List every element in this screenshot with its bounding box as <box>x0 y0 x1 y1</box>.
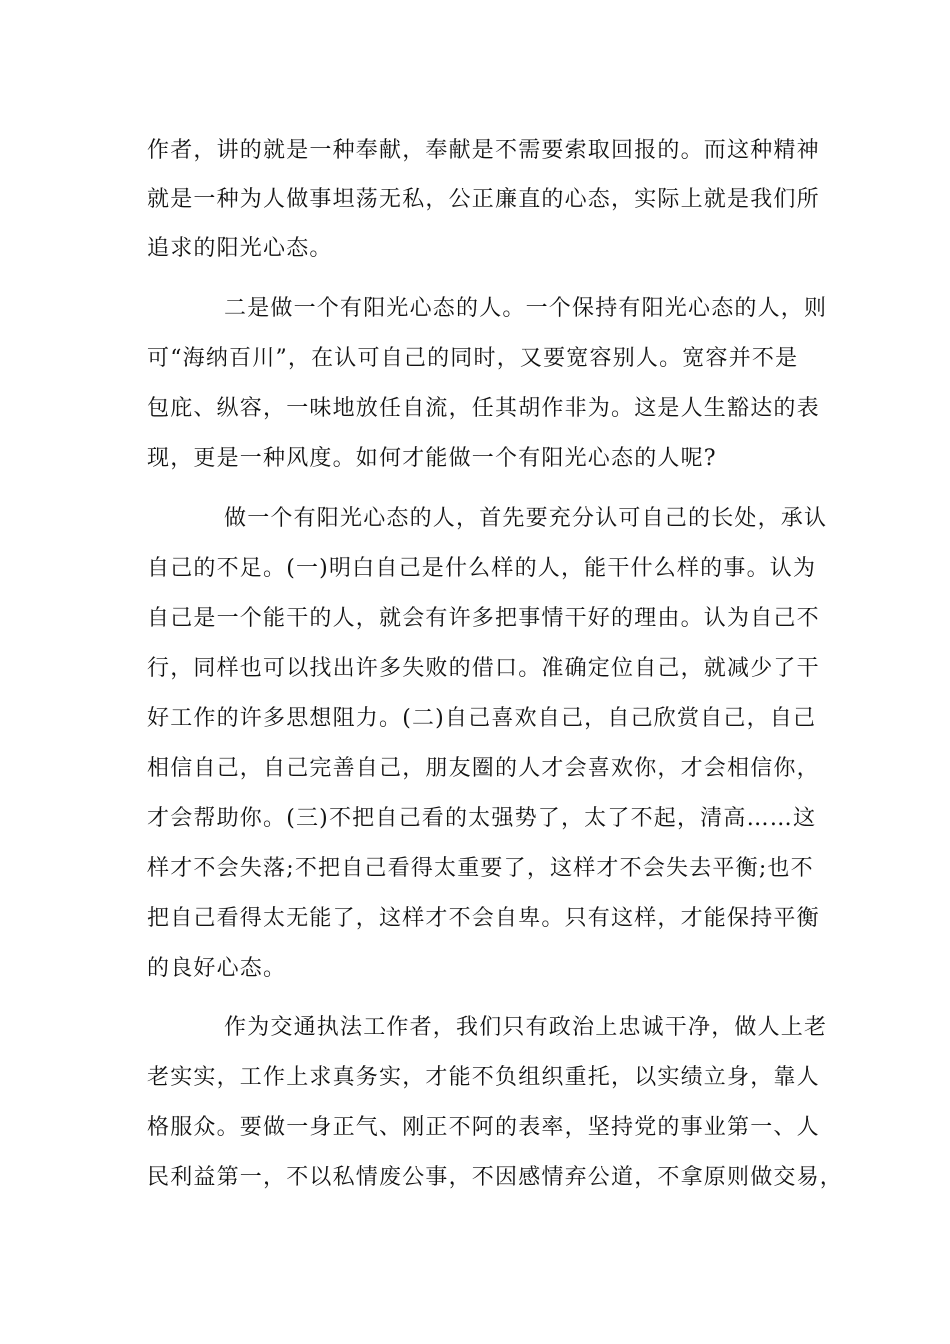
paragraph-2-line-4: 现，更是一种风度。如何才能做一个有阳光心态的人呢? <box>147 446 717 471</box>
paragraph-3-line-1: 做一个有阳光心态的人，首先要充分认可自己的长处，承认 <box>224 506 828 531</box>
paragraph-4-line-2: 老实实，工作上求真务实，才能不负组织重托，以实绩立身，靠人 <box>147 1065 820 1090</box>
paragraph-1-line-3: 追求的阳光心态。 <box>147 236 333 261</box>
paragraph-3-line-5: 好工作的许多思想阻力。(二)自己喜欢自己，自己欣赏自己，自己 <box>147 706 817 731</box>
paragraph-2-line-2: 可“海纳百川”，在认可自己的同时，又要宽容别人。宽容并不是 <box>147 346 799 371</box>
paragraph-3-line-2: 自己的不足。(一)明白自己是什么样的人，能干什么样的事。认为 <box>147 556 817 581</box>
paragraph-2-line-3: 包庇、纵容，一味地放任自流，任其胡作非为。这是人生豁达的表 <box>147 396 820 421</box>
paragraph-3-line-10: 的良好心态。 <box>147 956 287 981</box>
paragraph-3-line-9: 把自己看得太无能了，这样才不会自卑。只有这样，才能保持平衡 <box>147 906 820 931</box>
paragraph-3-line-7: 才会帮助你。(三)不把自己看的太强势了，太了不起，清高……这 <box>147 806 817 831</box>
paragraph-3-line-4: 行，同样也可以找出许多失败的借口。准确定位自己，就减少了干 <box>147 656 820 681</box>
paragraph-4-line-1: 作为交通执法工作者，我们只有政治上忠诚干净，做人上老 <box>224 1015 828 1040</box>
paragraph-3-line-8: 样才不会失落;不把自己看得太重要了，这样才不会失去平衡;也不 <box>147 856 814 881</box>
paragraph-4-line-4: 民利益第一，不以私情废公事，不因感情弃公道，不拿原则做交易， <box>147 1165 844 1190</box>
paragraph-3-line-6: 相信自己，自己完善自己，朋友圈的人才会喜欢你，才会相信你， <box>147 756 820 781</box>
paragraph-1-line-1: 作者，讲的就是一种奉献，奉献是不需要索取回报的。而这种精神 <box>147 138 820 163</box>
paragraph-3-line-3: 自己是一个能干的人，就会有许多把事情干好的理由。认为自己不 <box>147 606 820 631</box>
paragraph-1-line-2: 就是一种为人做事坦荡无私，公正廉直的心态，实际上就是我们所 <box>147 187 820 212</box>
paragraph-4-line-3: 格服众。要做一身正气、刚正不阿的表率，坚持党的事业第一、人 <box>147 1115 820 1140</box>
paragraph-2-line-1: 二是做一个有阳光心态的人。一个保持有阳光心态的人，则 <box>224 296 828 321</box>
